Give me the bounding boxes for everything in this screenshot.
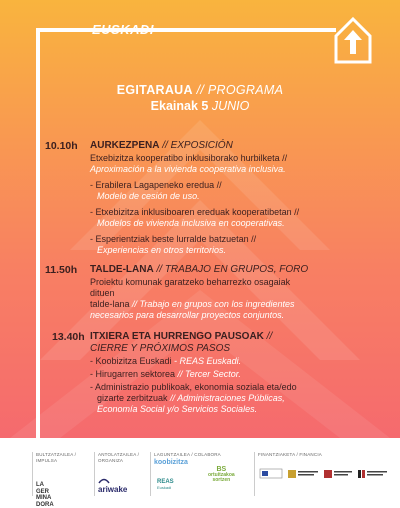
session-line: Modelo de cesión de uso. [97, 191, 200, 202]
session-title [90, 331, 272, 342]
session-time: 11.50h [45, 264, 77, 276]
footer-heading: LAGUNTZAILEA / COLABORA [154, 452, 248, 458]
date-spanish: JUNIO [212, 99, 250, 113]
session-line-basque: talde-lana [90, 299, 130, 309]
session-title [90, 140, 233, 151]
brand-label: EUSKADI [92, 22, 154, 37]
session-title-basque: ITXIERA ETA HURRENGO PAUSOAK [90, 331, 264, 342]
session-line-basque: - Koobizitza Euskadi [90, 356, 172, 366]
logo-text: ortuitzakoa [208, 473, 235, 479]
footer-heading: BULTZATZAILEA / IMPULSA [36, 452, 92, 463]
footer-heading: ANTOLATZAILEA / ORGANIZA [98, 452, 146, 463]
program-heading [0, 83, 400, 97]
session-title-spanish: CIERRE Y PRÓXIMOS PASOS [90, 343, 230, 354]
session-line: Aproximación a la vivienda cooperativa inclusiva. [90, 164, 286, 175]
session-line-spanish: - REAS Euskadi. [172, 356, 242, 366]
session-line-basque: gizarte [97, 393, 124, 403]
sponsor-footer [0, 438, 400, 500]
logo-text: GER [36, 489, 54, 496]
heading-separator: // [193, 83, 208, 97]
footer-heading: FINANTZIAKETA / FINANCIA [258, 452, 384, 458]
footer-column-colabora [150, 452, 248, 496]
logo-text: MINA [36, 495, 54, 502]
session-line: dituen [90, 288, 115, 299]
logo-text: Euskadi [157, 485, 174, 491]
footer-column-impulsa [32, 452, 92, 496]
la-germinadora-logo [36, 482, 54, 508]
heading-basque: EGITARAUA [117, 83, 193, 97]
session-line: - Etxebizitza inklusiboaren ereduak kooperatibetan // [90, 207, 299, 218]
session-title-spanish: // TRABAJO EN GRUPOS, FORO [154, 264, 308, 275]
session-line-spanish: // Tercer Sector. [175, 369, 241, 379]
date-basque: Ekainak 5 [151, 99, 209, 113]
session-line: - Administrazio publikoak, ekonomia soziala eta/edo [90, 382, 297, 393]
session-title-continued [90, 343, 230, 354]
session-line: Economía Social y/o Servicios Sociales. [97, 404, 257, 415]
logo-text: sortzen [208, 478, 235, 484]
session-line-spanish: // Trabajo en grupos con los ingredientes [132, 299, 294, 309]
session-line [97, 393, 285, 404]
session-line: - Erabilera Lagapeneko eredua // [90, 180, 222, 191]
session-title-basque: AURKEZPENA [90, 140, 159, 151]
session-time: 13.40h [52, 331, 85, 343]
session-line: Experiencias en otros territorios. [97, 245, 226, 256]
session-title-basque: TALDE-LANA [90, 264, 154, 275]
logo-text: DORA [36, 502, 54, 508]
koobizitza-logo: koobizitza [154, 459, 188, 466]
session-line: Modelos de vivienda inclusiva en cooperativas. [97, 218, 285, 229]
logo-text: REAS [157, 479, 174, 485]
bs-sortzen-logo [208, 467, 235, 484]
session-line [90, 356, 241, 367]
session-time: 10.10h [45, 140, 78, 152]
session-line: Proiektu komunak garatzeko beharrezko osagaiak [90, 277, 290, 288]
session-title-spanish: // EXPOSICIÓN [159, 140, 232, 151]
session-line [90, 369, 241, 380]
session-line-spanish: // Administraciones Públicas, [168, 393, 285, 403]
logo-text: BS [208, 467, 235, 473]
session-line-basque-cont: zerbitzuak [124, 393, 168, 403]
date-heading [0, 99, 400, 113]
government-funding-logos [258, 466, 398, 480]
ariwake-logo: ariwake [98, 485, 127, 494]
session-title-separator: // [264, 331, 272, 342]
session-line: - Esperientziak beste lurralde batzuetan // [90, 234, 256, 245]
session-line-basque: - Hirugarren sektorea [90, 369, 175, 379]
session-title [90, 264, 308, 275]
session-line: Etxebizitza kooperatibo inklusiborako hurbilketa // [90, 153, 287, 164]
footer-column-organiza [94, 452, 146, 496]
session-line [90, 299, 294, 310]
house-arrow-logo-icon [334, 16, 372, 64]
logo-text: LA [36, 482, 54, 489]
heading-spanish: PROGRAMA [208, 83, 283, 97]
ariwake-mark-icon [98, 476, 110, 484]
session-line: necesarios para desarrollar proyectos conjuntos. [90, 310, 284, 321]
reas-euskadi-logo [157, 479, 174, 491]
footer-column-financia [254, 452, 384, 496]
